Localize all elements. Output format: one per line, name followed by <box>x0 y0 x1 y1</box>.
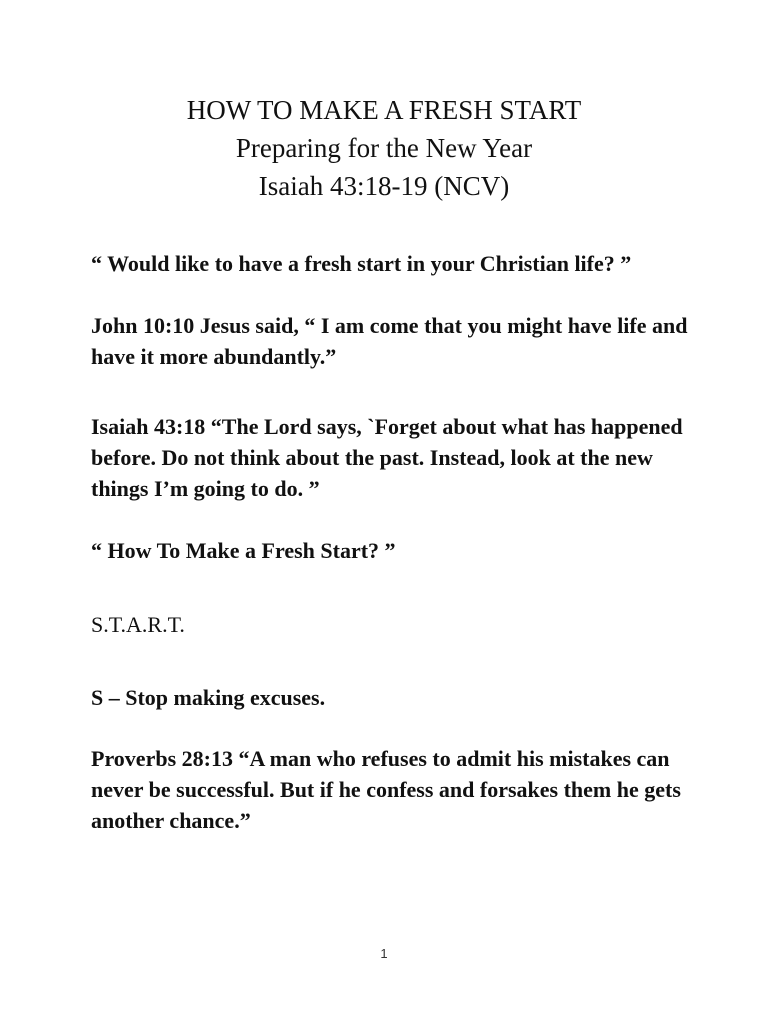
opening-question: “ Would like to have a fresh start in your Christian life? ” <box>91 251 632 276</box>
john-quote: John 10:10 Jesus said, “ I am come that you might have life and have it more abundantly.” <box>91 313 688 369</box>
document-title: HOW TO MAKE A FRESH START <box>186 95 582 125</box>
scripture-reference: Isaiah 43:18-19 (NCV) <box>258 171 510 201</box>
proverbs-quote: Proverbs 28:13 “A man who refuses to admit his mistakes can never be successful. But if he confess and forsakes them he gets another chance.” <box>91 746 681 833</box>
isaiah-quote: Isaiah 43:18 “The Lord says, `Forget about what has happened before. Do not think about the past. Instead, look at the new things I’m going to do. ” <box>91 414 683 501</box>
start-acronym: S.T.A.R.T. <box>91 612 185 637</box>
how-to-question: “ How To Make a Fresh Start? ” <box>91 538 396 563</box>
page-number: 1 <box>380 946 388 961</box>
point-s-heading: S – Stop making excuses. <box>91 685 326 710</box>
document-subtitle: Preparing for the New Year <box>235 133 533 163</box>
